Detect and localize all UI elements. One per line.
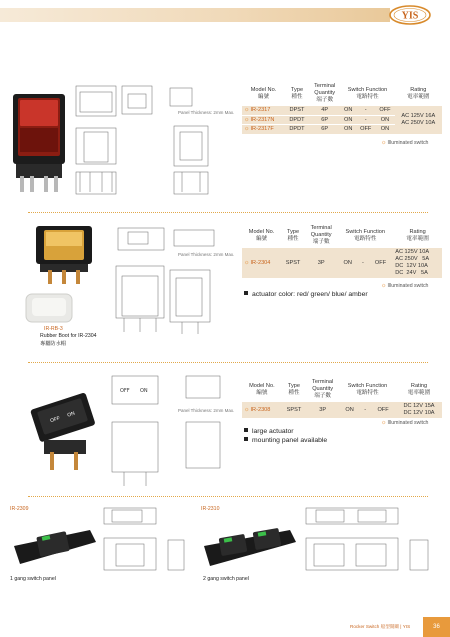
- table-cell: [305, 224, 337, 248]
- footer-title: Rocker Switch 船型開關 | YIS: [350, 624, 411, 629]
- table-cell: ON: [375, 125, 394, 134]
- product-photo-ir-2308: [30, 384, 100, 474]
- table-cell: [281, 224, 305, 248]
- table-cell: AC 250V 5A: [395, 256, 430, 262]
- svg-text:OFF: OFF: [49, 415, 61, 425]
- table-cell: [242, 248, 281, 279]
- table-cell: [282, 378, 306, 402]
- product-photo-ir-2304: [28, 222, 100, 286]
- table-cell: -: [360, 402, 370, 419]
- panel-thickness-note-1: Panel Thickness: 2mm Max.: [178, 110, 235, 115]
- svg-text:ON: ON: [66, 410, 76, 419]
- table-cell: [242, 125, 285, 134]
- model-ir-2309: IR-2309: [10, 506, 29, 512]
- dimension-drawing-ir-2304: [100, 222, 220, 340]
- table-cell: IR-2308: [250, 407, 271, 413]
- table-cell: 編號: [257, 93, 270, 100]
- table-cell: 種性: [291, 93, 303, 100]
- table-cell: 端子數: [316, 97, 334, 103]
- caption-2-gang: 2 gang switch panel: [203, 576, 249, 582]
- th-model: [242, 82, 285, 106]
- product-photo-ir-2317: [10, 82, 68, 194]
- spec-table-1: [242, 82, 442, 134]
- table-cell: [242, 378, 282, 402]
- table-cell: ON: [375, 115, 394, 125]
- table-cell: Rating: [409, 228, 426, 235]
- table-cell: ON: [340, 125, 356, 134]
- table-cell: [395, 106, 442, 134]
- panel-thickness-note-2: Panel Thickness: 2mm Max.: [178, 252, 235, 257]
- table-cell: 3P: [305, 248, 337, 279]
- table-cell: 種性: [287, 235, 299, 242]
- table-cell: IR-2304: [250, 260, 271, 266]
- table-cell: [242, 402, 282, 419]
- table-cell: Type: [287, 382, 301, 389]
- table-cell: Illuminated switch: [387, 140, 429, 146]
- table-cell: 端子數: [314, 393, 332, 399]
- table-cell: [242, 115, 285, 125]
- rubber-boot-photo: [22, 290, 76, 326]
- dimension-drawing-ir-2309: [98, 500, 190, 580]
- table-cell: -: [356, 106, 375, 116]
- product-photo-ir-2310: [200, 516, 300, 576]
- table-cell: 電率範圍: [406, 235, 429, 242]
- table-cell: [244, 437, 248, 441]
- sun-icon: ☼: [244, 126, 250, 133]
- table-cell: [396, 378, 442, 402]
- brand-logo: [388, 4, 432, 26]
- feature-large-actuator: [244, 427, 294, 436]
- panel-thickness-note-3: Panel Thickness: 2mm Max.: [178, 408, 235, 413]
- table-cell: IR-2317: [250, 107, 271, 114]
- table-cell: OFF: [370, 402, 396, 419]
- table-cell: OFF: [375, 106, 394, 116]
- sun-icon: ☼: [244, 107, 250, 114]
- table-cell: Terminal: [314, 83, 336, 89]
- table-cell: AC 125V 16A: [401, 112, 436, 119]
- table-cell: 端子數: [312, 239, 330, 245]
- table-cell: [396, 402, 442, 419]
- table-cell: [242, 224, 281, 248]
- divider: [28, 212, 428, 213]
- table-cell: Model No.: [249, 382, 275, 389]
- table-cell: [337, 224, 393, 248]
- dimension-drawing-ir-2317: [70, 80, 220, 198]
- table-cell: 6P: [309, 125, 340, 134]
- sun-icon: ☼: [244, 407, 250, 413]
- table-cell: [339, 378, 396, 402]
- table-cell: 電路特性: [354, 235, 377, 242]
- boot-caption: Rubber Boot for IR-2304: [40, 333, 97, 339]
- table-row: [242, 248, 442, 279]
- table-cell: SPST: [281, 248, 305, 279]
- dimension-drawing-ir-2308: [100, 370, 224, 492]
- table-cell: Switch Function: [347, 86, 388, 93]
- table-cell: ON: [337, 248, 358, 279]
- boot-caption-zh: 專屬防水帽: [40, 341, 66, 347]
- feature-actuator-color: [244, 290, 368, 299]
- table-cell: DPDT: [285, 125, 309, 134]
- boot-model: IR-RB-3: [44, 326, 63, 332]
- table-cell: SPST: [282, 402, 306, 419]
- spec-table-3: [242, 378, 442, 418]
- table-cell: AC 125V 10A: [395, 249, 430, 255]
- table-cell: Quantity: [310, 232, 332, 238]
- table-cell: Switch Function: [347, 382, 388, 389]
- header-band: [0, 8, 390, 22]
- table-cell: AC 250V 10A: [401, 119, 436, 126]
- table-cell: Rating: [410, 382, 428, 389]
- table-cell: DC 24V 5A: [395, 270, 428, 276]
- table-cell: ON: [340, 115, 356, 125]
- table-cell: IR-2317N: [250, 116, 275, 123]
- table-cell: ON: [339, 402, 360, 419]
- logo-text: YIS: [401, 10, 419, 22]
- table-row: [242, 106, 442, 116]
- table-cell: [393, 248, 442, 279]
- table-cell: Terminal: [312, 379, 334, 385]
- table-cell: 編號: [256, 389, 268, 396]
- table-cell: 6P: [309, 115, 340, 125]
- table-cell: [244, 291, 248, 295]
- table-cell: Model No.: [248, 228, 275, 235]
- dimension-drawing-ir-2310: [300, 500, 440, 584]
- sun-icon: ☼: [381, 140, 387, 146]
- table-cell: 種性: [288, 389, 300, 396]
- sun-icon: ☼: [381, 420, 387, 426]
- table-cell: actuator color: red/ green/ blue/ amber: [252, 291, 368, 298]
- table-row: [242, 402, 442, 419]
- table-cell: Type: [290, 86, 304, 93]
- table-cell: [244, 428, 248, 432]
- table-cell: 電路特性: [356, 93, 379, 100]
- table-cell: [242, 106, 285, 116]
- table-cell: DC 12V 10A: [395, 263, 428, 269]
- sun-icon: ☼: [381, 283, 387, 289]
- table-cell: ON: [340, 106, 356, 116]
- table-cell: mounting panel available: [252, 437, 328, 444]
- feature-mounting-panel: [244, 436, 327, 445]
- th-terminal: [309, 82, 340, 106]
- caption-1-gang: 1 gang switch panel: [10, 576, 56, 582]
- page-number: 36: [423, 617, 450, 637]
- table-cell: 編號: [255, 235, 268, 242]
- product-photo-ir-2309: [10, 516, 100, 576]
- table-cell: OFF: [368, 248, 393, 279]
- table-cell: Quantity: [312, 386, 334, 392]
- table-cell: Illuminated switch: [387, 420, 429, 426]
- divider: [28, 496, 428, 497]
- th-rating: [395, 82, 442, 106]
- table-cell: DC 12V 15A: [403, 403, 435, 409]
- table-cell: 3P: [306, 402, 339, 419]
- divider: [28, 362, 428, 363]
- on-label: ON: [140, 388, 148, 394]
- illuminated-note-3: [381, 420, 428, 426]
- sun-icon: ☼: [244, 260, 250, 266]
- table-cell: Switch Function: [345, 228, 386, 235]
- sun-icon: ☼: [244, 116, 250, 123]
- table-cell: Rating: [410, 86, 427, 93]
- table-cell: DPST: [285, 106, 309, 116]
- table-cell: [393, 224, 442, 248]
- table-cell: Terminal: [310, 225, 332, 231]
- table-cell: -: [358, 248, 368, 279]
- off-label: OFF: [120, 388, 130, 394]
- table-cell: OFF: [356, 125, 375, 134]
- illuminated-note-2: [381, 283, 428, 289]
- table-cell: [306, 378, 339, 402]
- table-cell: IR-2317F: [250, 126, 274, 133]
- table-cell: 電率範圍: [407, 389, 431, 396]
- illuminated-note-1: [381, 140, 428, 146]
- table-cell: 電率範圍: [407, 93, 430, 100]
- model-ir-2310: IR-2310: [201, 506, 220, 512]
- table-cell: -: [356, 115, 375, 125]
- table-cell: 4P: [309, 106, 340, 116]
- table-cell: Type: [286, 228, 300, 235]
- table-cell: Model No.: [250, 86, 277, 93]
- spec-table-2: [242, 224, 442, 278]
- table-cell: DC 12V 10A: [403, 410, 435, 416]
- table-cell: Illuminated switch: [387, 283, 429, 289]
- table-cell: DPDT: [285, 115, 309, 125]
- th-type: [285, 82, 309, 106]
- table-cell: Quantity: [314, 90, 336, 96]
- table-cell: large actuator: [252, 428, 294, 435]
- table-cell: 電路特性: [356, 389, 379, 396]
- th-switch: [340, 82, 394, 106]
